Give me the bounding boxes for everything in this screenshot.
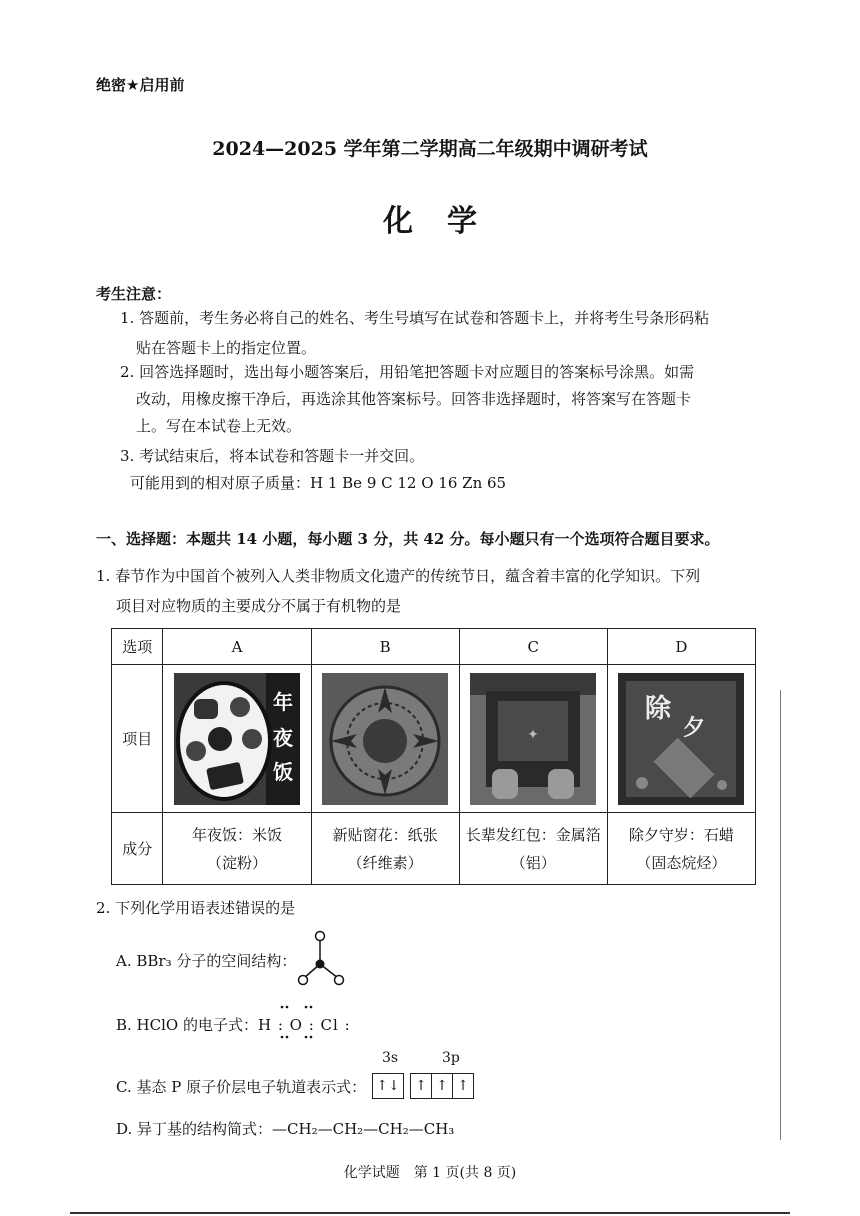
red-envelope-image bbox=[470, 673, 596, 805]
orbital-3p-3: ↑ bbox=[452, 1074, 473, 1098]
orbital-box-3s bbox=[372, 1073, 404, 1099]
orbital-label-3p: 3p bbox=[442, 1050, 460, 1066]
bbr3-structure-diagram bbox=[296, 928, 356, 988]
comp-c-name: 长辈发红包：金属箔 bbox=[465, 825, 601, 844]
new-year-eve-image bbox=[618, 673, 744, 805]
q2-option-a: A. BBr₃ 分子的空间结构： bbox=[116, 952, 297, 970]
margin-line bbox=[780, 690, 781, 1140]
section-heading: 一、选择题：本题共 14 小题，每小题 3 分，共 42 分。每小题只有一个选项符合题目要求。 bbox=[96, 530, 720, 548]
paper-cutting-image bbox=[322, 673, 448, 805]
comp-a-name: 年夜饭：米饭 bbox=[192, 825, 283, 844]
orbital-label-3s: 3s bbox=[382, 1050, 399, 1066]
orbital-3p-1: ↑ bbox=[415, 1078, 427, 1094]
hclo-electron-formula: H : O : Cl : bbox=[257, 1016, 351, 1034]
orbital-box-3p bbox=[410, 1073, 474, 1099]
orbital-3p-2: ↑ bbox=[431, 1074, 452, 1098]
exam-title: 2024—2025 学年第二学期高二年级期中调研考试 bbox=[212, 138, 648, 160]
photo-a-cell bbox=[163, 665, 311, 813]
photo-c-cell bbox=[459, 665, 607, 813]
bottom-rule bbox=[70, 1212, 790, 1214]
header-item: 项目 bbox=[112, 665, 163, 813]
comp-c-substance: （铝） bbox=[510, 853, 556, 872]
q2-stem: 2. 下列化学用语表述错误的是 bbox=[96, 899, 296, 917]
comp-b bbox=[311, 813, 459, 885]
q2-option-c-label: C. 基态 P 原子价层电子轨道表示式： bbox=[116, 1078, 367, 1096]
photo-b-cell bbox=[311, 665, 459, 813]
header-composition: 成分 bbox=[112, 813, 163, 885]
comp-a bbox=[163, 813, 311, 885]
photo-d-char-1: 除 bbox=[645, 693, 672, 724]
comp-b-name: 新贴窗花：纸张 bbox=[332, 825, 438, 844]
q2-option-b-label: B. HClO 的电子式： bbox=[116, 1016, 258, 1034]
notice-item-1: 1. 答题前，考生务必将自己的姓名、考生号填写在试卷和答题卡上，并将考生号条形码粘 bbox=[120, 309, 710, 327]
orbital-3s-electrons: ↑↓ bbox=[376, 1078, 400, 1094]
col-label-b: B bbox=[311, 629, 459, 665]
q1-options-table bbox=[111, 628, 756, 885]
notice-item-2: 2. 回答选择题时，选出每小题答案后，用铅笔把答题卡对应题目的答案标号涂黑。如需 bbox=[120, 363, 695, 381]
notice-item-2-cont: 改动，用橡皮擦干净后，再选涂其他答案标号。回答非选择题时，将答案写在答题卡 bbox=[136, 390, 692, 408]
new-year-dinner-image bbox=[174, 673, 300, 805]
comp-d bbox=[607, 813, 755, 885]
notice-item-2-cont2: 上。写在本试卷上无效。 bbox=[136, 417, 302, 435]
subject-title: 化学 bbox=[383, 204, 511, 239]
q1-stem-cont: 项目对应物质的主要成分不属于有机物的是 bbox=[116, 597, 402, 615]
col-label-a: A bbox=[163, 629, 311, 665]
svg-text:✦: ✦ bbox=[527, 726, 540, 743]
q1-stem: 1. 春节作为中国首个被列入人类非物质文化遗产的传统节日，蕴含着丰富的化学知识。下列 bbox=[96, 567, 701, 585]
comp-d-substance: （固态烷烃） bbox=[636, 853, 727, 872]
photo-a-char-1: 年 bbox=[273, 689, 294, 714]
photo-d-cell bbox=[607, 665, 755, 813]
notice-heading: 考生注意： bbox=[96, 285, 172, 303]
photo-a-char-2: 夜 bbox=[273, 725, 294, 750]
q2-option-c bbox=[116, 1076, 366, 1097]
comp-b-substance: （纤维素） bbox=[347, 853, 423, 872]
comp-d-name: 除夕守岁：石蜡 bbox=[628, 825, 734, 844]
col-label-d: D bbox=[607, 629, 755, 665]
header-option: 选项 bbox=[112, 629, 163, 665]
col-label-c: C bbox=[459, 629, 607, 665]
q2-option-d: D. 异丁基的结构简式：—CH₂—CH₂—CH₂—CH₃ bbox=[116, 1120, 455, 1138]
notice-item-1-cont: 贴在答题卡上的指定位置。 bbox=[136, 339, 317, 357]
confidential-label: 绝密★启用前 bbox=[96, 76, 185, 94]
photo-d-char-2: 夕 bbox=[683, 715, 706, 741]
photo-a-char-3: 饭 bbox=[273, 759, 294, 784]
lone-pair-dots bbox=[272, 1004, 332, 1040]
comp-a-substance: （淀粉） bbox=[207, 853, 268, 872]
atomic-masses: 可能用到的相对原子质量：H 1 Be 9 C 12 O 16 Zn 65 bbox=[130, 474, 507, 492]
notice-item-3: 3. 考试结束后，将本试卷和答题卡一并交回。 bbox=[120, 447, 425, 465]
comp-c bbox=[459, 813, 607, 885]
page-footer: 化学试题 第 1 页(共 8 页) bbox=[343, 1165, 517, 1181]
